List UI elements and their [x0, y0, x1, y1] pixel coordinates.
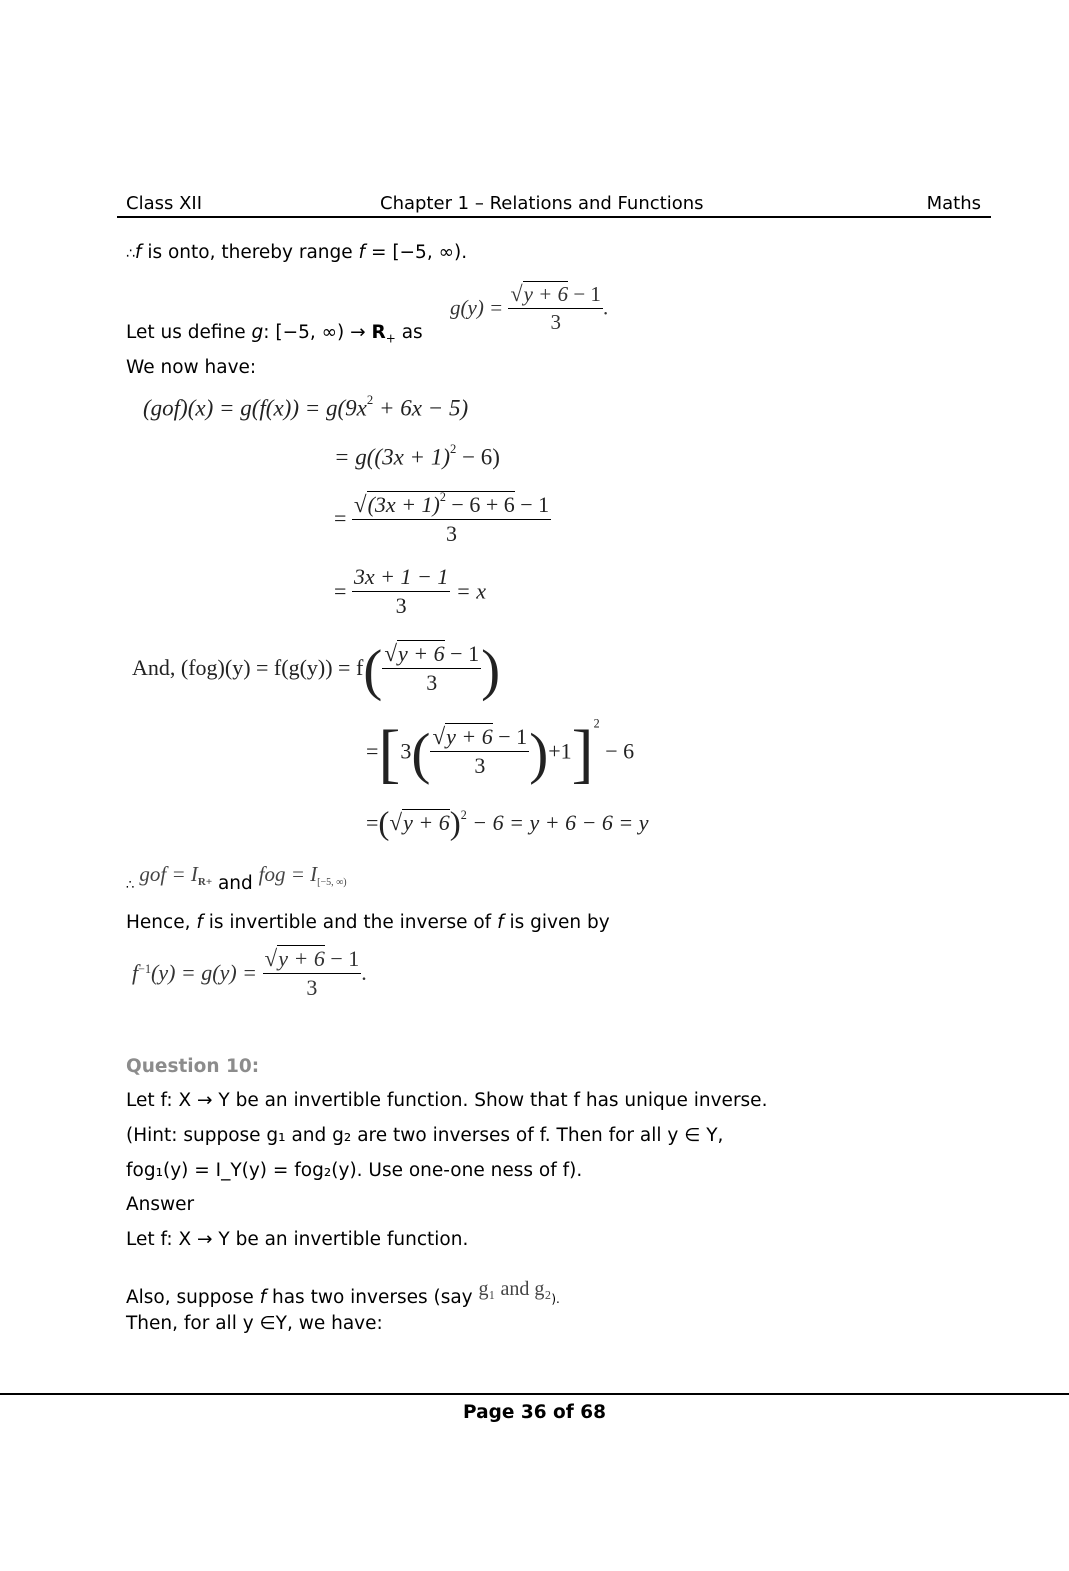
text: − 1	[492, 724, 528, 750]
expr: (y) = g(y) =	[151, 960, 258, 985]
denominator: 3	[306, 975, 318, 1000]
gof-line-1	[143, 393, 468, 421]
question-text-line-1: Let f: X → Y be an invertible function. Show that f has unique inverse.	[126, 1090, 768, 1111]
fog-line-3: $=(√y + 6)^2 - 6 = y + 6 - 6 = y$	[366, 806, 649, 842]
var-f: f	[132, 960, 139, 985]
coefficient: 3	[400, 738, 412, 764]
exponent: 2	[460, 808, 467, 823]
var-f: f	[358, 242, 366, 263]
text: : [−5, ∞) →	[263, 322, 372, 343]
therefore-symbol: ∴	[126, 246, 135, 262]
exponent: 2	[593, 716, 600, 731]
exponent: 2	[449, 442, 457, 456]
fraction: $\frac{√y + 6 - 1}{3}$	[432, 723, 528, 779]
question-hint-line-3: fog₁(y) = I_Y(y) = fog₂(y). Use one-one ness of f).	[126, 1160, 583, 1181]
text: is given by	[503, 912, 610, 933]
hence-statement	[126, 912, 610, 934]
question-heading: Question 10:	[126, 1056, 260, 1077]
text: − 1	[324, 946, 360, 971]
onto-statement	[126, 242, 467, 265]
answer-label: Answer	[126, 1194, 195, 1215]
fraction: $\frac{√y + 6 - 1}{3}$	[264, 945, 360, 1000]
equals: =	[334, 505, 347, 531]
exponent: 2	[439, 490, 446, 504]
numerator: 3x + 1 − 1	[352, 564, 450, 592]
therefore-symbol: ∴	[126, 878, 135, 893]
text: − 1	[514, 491, 550, 517]
answer-line-1: Let f: X → Y be an invertible function.	[126, 1229, 469, 1250]
subject-label: Maths	[926, 193, 981, 214]
text: is onto, thereby range	[141, 242, 359, 263]
fraction: $\frac{√(3x + 1)^2 - 6 + 6 - 1}{3}$	[353, 490, 550, 546]
page-number: Page 36 of 68	[463, 1402, 606, 1423]
denominator: 3	[395, 593, 407, 618]
text: Let us define	[126, 322, 252, 343]
chapter-title: Chapter 1 – Relations and Functions	[380, 193, 704, 214]
sqrt-content: (3x + 1)	[367, 491, 440, 517]
subscript: [−5, ∞)	[317, 877, 347, 889]
g1-g2-expr: g₁ and g₂	[478, 1278, 552, 1300]
denominator: 3	[550, 310, 561, 334]
answer-line-3: Then, for all y ∈Y, we have:	[126, 1313, 383, 1334]
gof-line-2	[334, 442, 500, 470]
var-f: f	[196, 912, 203, 933]
var-f: f	[497, 912, 504, 933]
text: ).	[551, 1292, 560, 1306]
identity-conclusion	[126, 862, 347, 894]
define-g-statement	[126, 322, 423, 350]
period: .	[602, 295, 609, 320]
class-label: Class XII	[126, 193, 203, 214]
text: has two inverses (say	[266, 1287, 479, 1308]
denominator: 3	[426, 669, 438, 695]
denominator: 3	[474, 753, 486, 779]
result: = x	[455, 578, 487, 604]
equals: =	[366, 738, 379, 764]
sqrt-content: − 6 + 6	[445, 491, 515, 517]
fraction	[352, 564, 450, 619]
subscript: +	[385, 331, 396, 346]
fog-line-2: =[3( $\frac{√y + 6 - 1}{3}$ )+1]$^2$ − 6	[366, 716, 635, 790]
equals: =	[366, 810, 379, 836]
header-divider	[117, 216, 991, 218]
text: Hence,	[126, 912, 197, 933]
sqrt-content: y + 6	[403, 810, 450, 836]
var-g: g	[251, 322, 264, 343]
text: as	[395, 322, 423, 343]
var-f: f	[259, 1287, 267, 1308]
expr: And, (fog)(y) = f(g(y)) = f	[132, 654, 364, 680]
sqrt-content: y + 6	[398, 640, 445, 666]
footer-divider	[0, 1393, 1069, 1395]
sqrt-content: y + 6	[278, 946, 325, 971]
text: − 1	[444, 640, 480, 666]
fraction: $\frac{√y + 6 - 1}{3}$	[384, 639, 480, 695]
inverse-formula	[132, 945, 367, 1001]
text: is invertible and the inverse of	[202, 912, 498, 933]
sqrt-content: y + 6	[523, 282, 569, 306]
gof-identity: gof = I	[139, 862, 198, 886]
exponent: −1	[138, 962, 151, 977]
exponent: 2	[366, 393, 374, 407]
expr: − 6)	[456, 444, 500, 470]
text: and	[212, 873, 259, 894]
text: +1	[548, 738, 572, 764]
var-f: f	[134, 242, 142, 263]
denominator: 3	[446, 520, 458, 546]
g-definition-formula	[450, 281, 608, 335]
text: − 1	[568, 282, 601, 306]
equals: =	[334, 578, 347, 604]
sqrt-content: y + 6	[446, 724, 493, 750]
expr: + 6x − 5)	[373, 395, 469, 421]
fraction: $\frac{√y + 6 - 1}{3}$	[510, 281, 601, 334]
expr: = g((3x + 1)	[334, 444, 450, 470]
formula-lhs: g(y) =	[450, 295, 504, 320]
we-now-have: We now have:	[126, 357, 257, 378]
question-hint-line-2: (Hint: suppose g₁ and g₂ are two inverses of f. Then for all y ∈ Y,	[126, 1125, 724, 1146]
fog-line-1: And, (fog)(y) = f(g(y)) = f( $\frac{√y + 6 - 1}{3}$ )	[132, 639, 501, 702]
gof-line-3	[334, 490, 551, 547]
expr: (gof)(x) = g(f(x)) = g(9x	[143, 395, 367, 421]
fog-identity: fog = I	[258, 862, 318, 886]
subscript: R+	[197, 876, 213, 889]
text: − 6	[599, 738, 635, 764]
gof-line-4	[334, 564, 486, 619]
text: Also, suppose	[126, 1287, 260, 1308]
text: = [−5, ∞).	[365, 242, 468, 263]
period: .	[361, 960, 367, 985]
answer-line-2	[126, 1278, 560, 1310]
set-r: R	[371, 322, 386, 343]
expr: − 6 = y + 6 − 6 = y	[466, 810, 649, 836]
